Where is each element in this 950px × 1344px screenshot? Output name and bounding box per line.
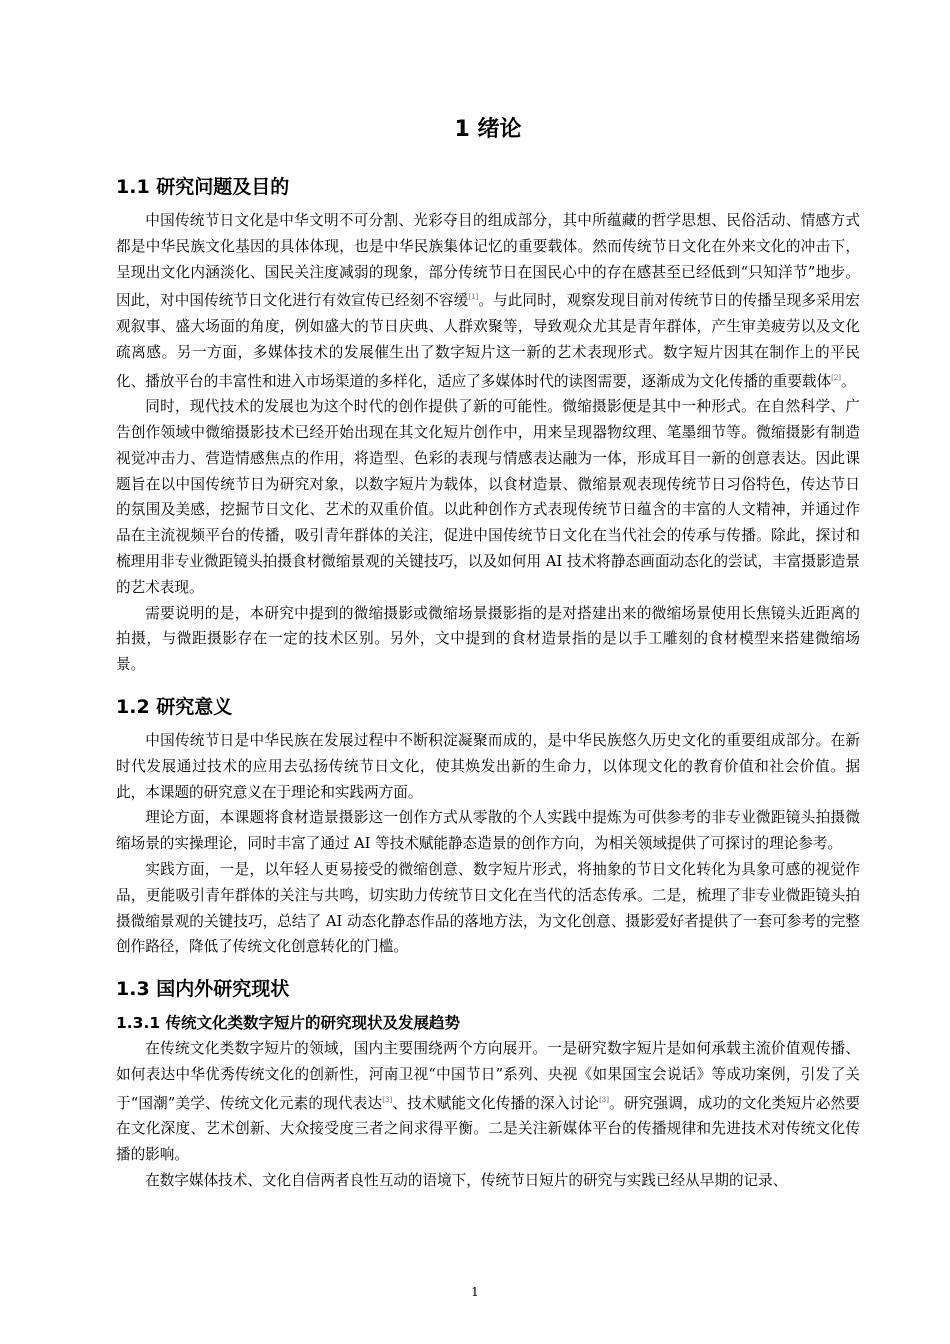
paragraph-text: 中国传统节日文化是中华文明不可分割、光彩夺目的组成部分，其中所蕴藏的哲学思想、民俗活动、情感方式都是中华民族文化基因的具体体现，也是中华民族集体记忆的重要载体。然而传统节日文化在外来文化的冲击下，呈现出文化内涵淡化、国民关注度减弱的现象，部分传统节日在国民心中的存在感甚至已经低到“只知洋节”地步。因此，对中国传统节日文化进行有效宣传已经刻不容缓 bbox=[116, 212, 860, 310]
page-content bbox=[116, 112, 860, 1194]
section-heading: 1.1 研究问题及目的 bbox=[116, 176, 290, 198]
subsection-heading: 1.3.1 传统文化类数字短片的研究现状及发展趋势 bbox=[116, 1014, 461, 1033]
paragraph bbox=[116, 1036, 860, 1168]
paragraph-text: 。与此同时，观察发现目前对传统节日的传播呈现多采用宏观叙事、盛大场面的角度，例如盛大的节日庆典、人群欢聚等，导致观众尤其是青年群体，产生审美疲劳以及文化疏离感。另一方面，多媒体技术的发展催生出了数字短片这一新的艺术表现形式。数字短片因其在制作上的平民化、播放平台的丰富性和进入市场渠道的多样化，适应了多媒体时代的读图需要，逐渐成为文化传播的重要载体 bbox=[116, 292, 860, 390]
section-heading: 1.2 研究意义 bbox=[116, 696, 233, 719]
paragraph: 同时，现代技术的发展也为这个时代的创作提供了新的可能性。微缩摄影便是其中一种形式。在自然科学、广告创作领域中微缩摄影技术已经开始出现在其文化短片创作中，用来呈现器物纹理、笔墨细节等。微缩摄影有制造视觉冲击力、营造情感焦点的作用，将造型、色彩的表现与情感表达融为一体，形成耳目一新的创意表达。因此课题旨在以中国传统节日为研究对象，以数字短片为载体，以食材造景、微缩景观表现传统节日习俗特色，传达节日的氛围及美感，挖掘节日文化、艺术的双重价值。以此种创作方式表现传统节日蕴含的丰富的人文精神，并通过作品在主流视频平台的传播，吸引青年群体的关注，促进中国传统节日文化在当代社会的传承与传播。除此，探讨和梳理用非专业微距镜头拍摄食材微缩景观的关键技巧，以及如何用 AI 技术将静态画面动态化的尝试，丰富摄影造景的艺术表现。 bbox=[116, 398, 860, 596]
citation-ref: [3] bbox=[599, 1095, 609, 1104]
paragraph-text: 、技术赋能文化传播的深入讨论 bbox=[392, 1094, 600, 1112]
paragraph: 理论方面，本课题将食材造景摄影这一创作方式从零散的个人实践中提炼为可供参考的非专业微距镜头拍摄微缩场景的实操理论，同时丰富了通过 AI 等技术赋能静态造景的创作方向，为相关领域提供了可探讨的理论参考。 bbox=[116, 809, 860, 853]
section-heading: 1.3 国内外研究现状 bbox=[116, 978, 290, 1001]
paragraph: 在数字媒体技术、文化自信两者良性互动的语境下，传统节日短片的研究与实践已经从早期的记录、 bbox=[145, 1172, 788, 1190]
page-number: 1 bbox=[471, 1285, 479, 1299]
paragraph: 中国传统节日是中华民族在发展过程中不断积淀凝聚而成的，是中华民族悠久历史文化的重要组成部分。在新时代发展通过技术的应用去弘扬传统节日文化，使其焕发出新的生命力，以体现文化的教育价值和社会价值。据此，本课题的研究意义在于理论和实践两方面。 bbox=[116, 732, 860, 801]
paragraph-text: 在传统文化类数字短片的领域，国内主要围绕两个方向展开。一是研究数字短片是如何承载主流价值观传播、如何表达中华优秀传统文化的创新性，河南卫视“中国节日”系列、央视《如果国宝会说话》等成功案例，引发了关于“国潮”美学、传统文化元素的现代表达 bbox=[116, 1040, 860, 1112]
paragraph: 实践方面，一是，以年轻人更易接受的微缩创意、数字短片形式，将抽象的节日文化转化为具象可感的视觉作品，更能吸引青年群体的关注与共鸣，切实助力传统节日文化在当代的活态传承。二是，梳理了非专业微距镜头拍摄微缩景观的关键技巧，总结了 AI 动态化静态作品的落地方法，为文化创意、摄影爱好者提供了一套可参考的完整创作路径，降低了传统文化创意转化的门槛。 bbox=[116, 861, 860, 956]
paragraph: 需要说明的是，本研究中提到的微缩摄影或微缩场景摄影指的是对搭建出来的微缩场景使用长焦镜头近距离的拍摄，与微距摄影存在一定的技术区别。另外，文中提到的食材造景指的是以手工雕刻的食材模型来搭建微缩场景。 bbox=[116, 604, 860, 674]
citation-ref: [3] bbox=[382, 1095, 393, 1104]
citation-ref: [1] bbox=[468, 293, 479, 302]
chapter-title: 1 绪论 bbox=[454, 117, 522, 142]
paragraph-text: 。研究强调，成功的文化类短片必然要在文化深度、艺术创新、大众接受度三者之间求得平衡。二是关注新媒体平台的传播规律和先进技术对传统文化传播的影响。 bbox=[116, 1094, 860, 1164]
citation-ref: [2] bbox=[831, 373, 842, 382]
paragraph bbox=[116, 208, 860, 394]
paragraph-text: 。 bbox=[841, 372, 856, 390]
